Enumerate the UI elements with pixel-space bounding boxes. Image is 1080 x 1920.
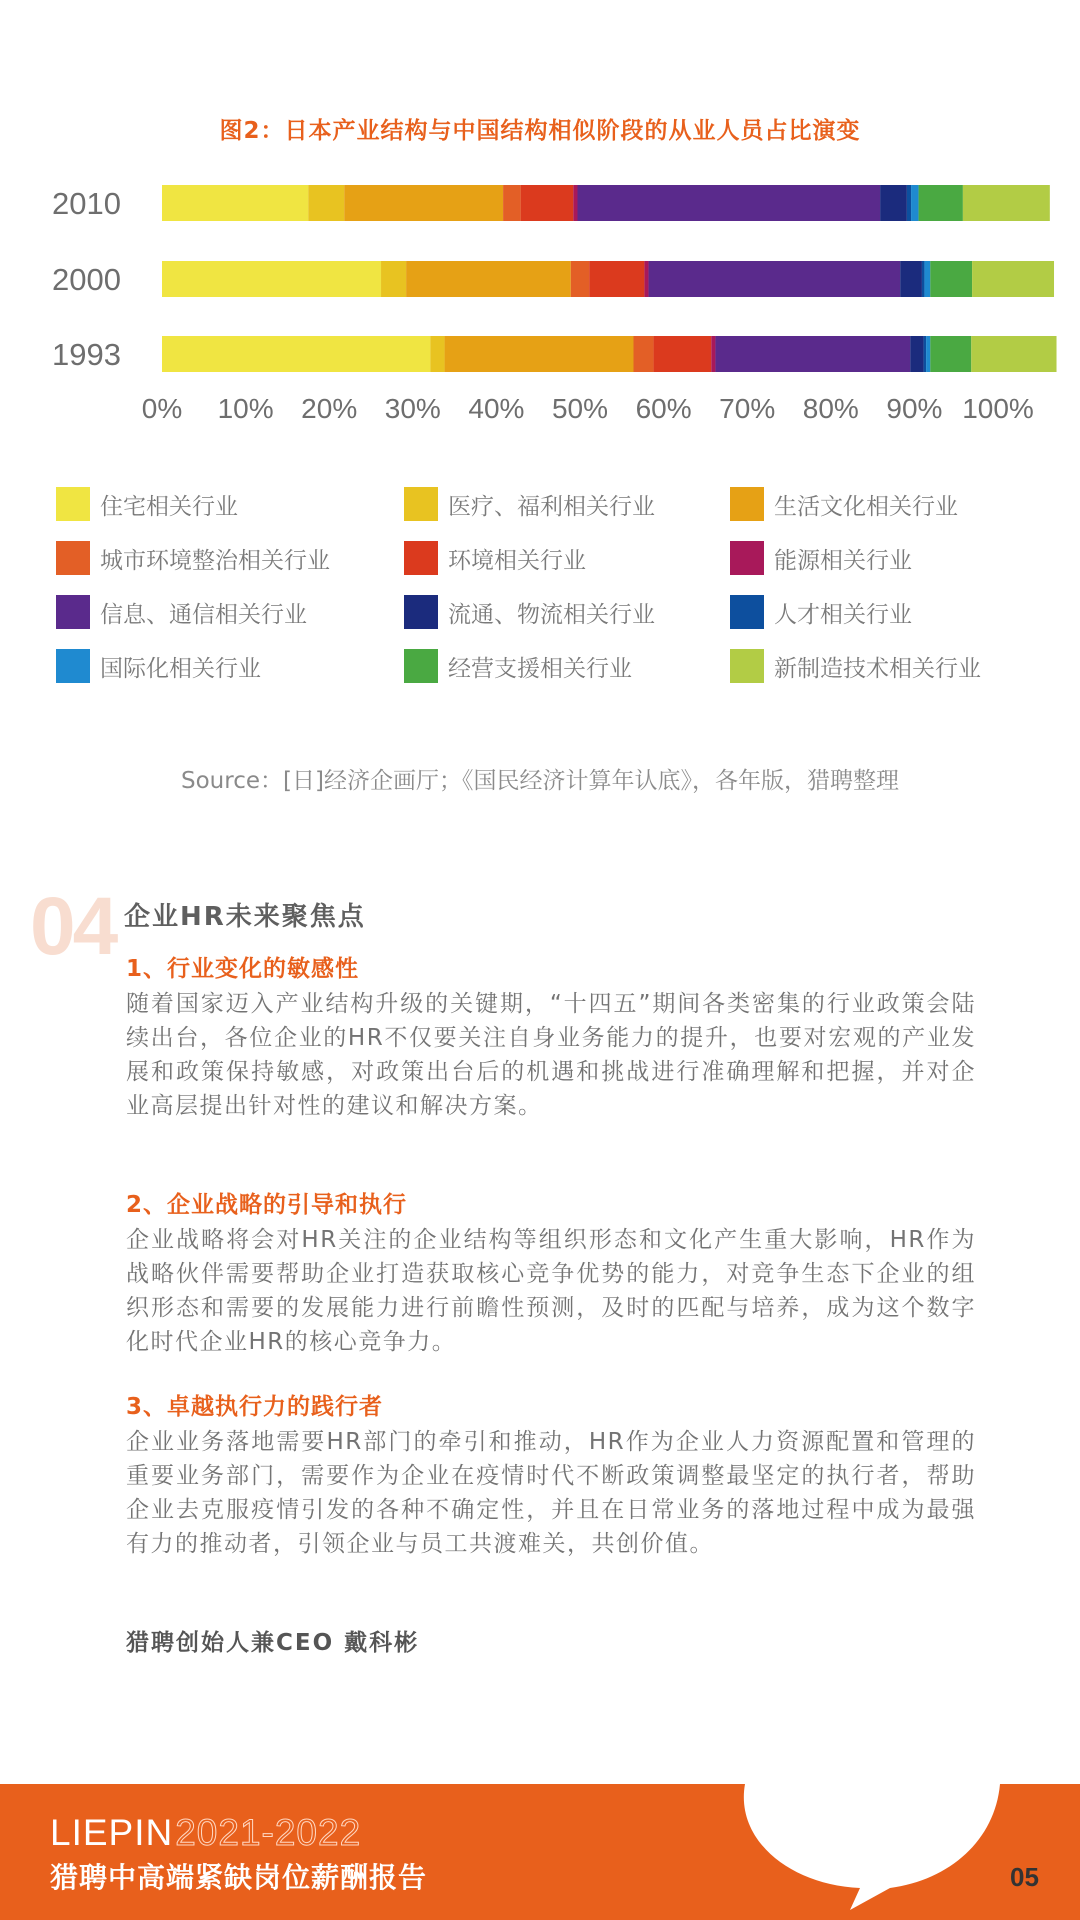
- bar-segment: [521, 185, 574, 221]
- bar-segment: [924, 336, 927, 372]
- page-number: 05: [1010, 1862, 1039, 1892]
- bar-segment: [930, 261, 972, 297]
- x-tick-label: 0%: [141, 393, 183, 424]
- bar-segment: [162, 261, 381, 297]
- legend-label: 新制造技术相关行业: [774, 655, 981, 682]
- legend-swatch: [56, 595, 90, 629]
- legend-item: [56, 486, 404, 522]
- bar-segment: [971, 336, 1056, 372]
- bar-segment: [503, 185, 521, 221]
- legend-label: 医疗、福利相关行业: [448, 493, 655, 520]
- point-body: 企业业务落地需要HR部门的牵引和推动，HR作为企业人力资源配置和管理的重要业务部门，需要作为企业在疫情时代不断政策调整最坚定的执行者，帮助企业去克服疫情引发的各种不确定性，并且在日常业务的落地过程中成为最强有力的推动者，引领企业与员工共渡难关，共创价值。: [126, 1429, 976, 1557]
- y-tick-label: 2010: [52, 186, 121, 221]
- report-title: 猎聘中高端紧缺岗位薪酬报告: [50, 1861, 428, 1894]
- bar-segment: [926, 336, 930, 372]
- x-tick-label: 30%: [384, 393, 441, 424]
- legend-item: [56, 540, 404, 576]
- footer-brand: [50, 1812, 361, 1854]
- bar-segment: [919, 185, 963, 221]
- bar-segment: [573, 185, 577, 221]
- legend-swatch: [404, 649, 438, 683]
- legend-label: 环境相关行业: [448, 547, 586, 574]
- bar-segment: [381, 261, 406, 297]
- point-2: [126, 1186, 976, 1359]
- bar-segment: [910, 336, 923, 372]
- bar-segment: [406, 261, 571, 297]
- bar-segment: [911, 185, 919, 221]
- section-heading: 企业HR未来聚焦点: [124, 902, 366, 932]
- x-tick-label: 100%: [962, 393, 1034, 424]
- legend-item: [56, 648, 404, 684]
- bar-segment: [930, 336, 971, 372]
- bar-segment: [445, 336, 634, 372]
- legend-swatch: [56, 541, 90, 575]
- point-body: 随着国家迈入产业结构升级的关键期，“十四五”期间各类密集的行业政策会陆续出台，各位企业的HR不仅要关注自身业务能力的提升，也要对宏观的产业发展和政策保持敏感，对政策出台后的机遇和挑战进行准确理解和把握，并对企业高层提出针对性的建议和解决方案。: [126, 991, 976, 1119]
- x-tick-label: 50%: [551, 393, 609, 424]
- bar-segment: [308, 185, 344, 221]
- chart-legend: [56, 486, 1056, 684]
- x-tick-label: 70%: [719, 393, 776, 424]
- x-tick-label: 10%: [217, 393, 274, 424]
- source-note: Source：[日]经济企画厅；《国民经济计算年认底》，各年版，猎聘整理: [181, 768, 899, 794]
- section-number: 04: [30, 881, 116, 972]
- legend-label: 国际化相关行业: [100, 655, 261, 682]
- bar-segment: [649, 261, 901, 297]
- legend-swatch: [730, 595, 764, 629]
- point-body: 企业战略将会对HR关注的企业结构等组织形态和文化产生重大影响，HR作为战略伙伴需要帮助企业打造获取核心竞争优势的能力，对竞争生态下企业的组织形态和需要的发展能力进行前瞻性预测，及时的匹配与培养，成为这个数字化时代企业HR的核心竞争力。: [126, 1227, 976, 1355]
- legend-label: 经营支援相关行业: [448, 655, 632, 682]
- bar-segment: [571, 261, 589, 297]
- bar-segment: [900, 261, 922, 297]
- legend-swatch: [404, 487, 438, 521]
- y-tick-label: 2000: [52, 262, 121, 297]
- point-title: 2、企业战略的引导和执行: [126, 1192, 408, 1218]
- bar-segment: [162, 185, 308, 221]
- legend-label: 住宅相关行业: [100, 493, 238, 520]
- x-tick-label: 20%: [301, 393, 358, 424]
- legend-item: [730, 486, 1030, 522]
- legend-label: 生活文化相关行业: [774, 493, 958, 520]
- bar-segment: [924, 261, 930, 297]
- legend-swatch: [730, 487, 764, 521]
- legend-swatch: [56, 649, 90, 683]
- bar-segment: [715, 336, 910, 372]
- legend-label: 城市环境整治相关行业: [100, 547, 330, 574]
- legend-label: 信息、通信相关行业: [100, 601, 307, 628]
- x-tick-label: 80%: [802, 393, 859, 424]
- y-tick-label: 1993: [52, 337, 121, 372]
- legend-swatch: [730, 541, 764, 575]
- stacked-bar-chart: [0, 160, 1080, 430]
- brand-name: LIEPIN: [50, 1812, 174, 1853]
- bar-segment: [577, 185, 880, 221]
- legend-item: [404, 594, 730, 630]
- signature: 猎聘创始人兼CEO 戴科彬: [126, 1630, 420, 1656]
- bar-segment: [922, 261, 925, 297]
- bar-segment: [711, 336, 715, 372]
- legend-swatch: [404, 595, 438, 629]
- legend-item: [404, 540, 730, 576]
- report-years: 2021-2022: [175, 1812, 362, 1853]
- legend-label: 能源相关行业: [774, 547, 912, 574]
- point-title: 1、行业变化的敏感性: [126, 956, 360, 982]
- bar-segment: [589, 261, 644, 297]
- x-tick-label: 40%: [468, 393, 525, 424]
- legend-label: 流通、物流相关行业: [448, 601, 655, 628]
- x-tick-label: 60%: [635, 393, 692, 424]
- legend-swatch: [730, 649, 764, 683]
- legend-item: [404, 648, 730, 684]
- bar-segment: [972, 261, 1054, 297]
- bar-segment: [162, 336, 430, 372]
- legend-swatch: [404, 541, 438, 575]
- point-1: [126, 950, 976, 1123]
- chart-title: 图2：日本产业结构与中国结构相似阶段的从业人员占比演变: [219, 118, 861, 144]
- bar-segment: [880, 185, 907, 221]
- bar-segment: [654, 336, 712, 372]
- x-tick-label: 90%: [886, 393, 943, 424]
- bar-segment: [907, 185, 911, 221]
- bar-segment: [963, 185, 1050, 221]
- bar-segment: [634, 336, 654, 372]
- legend-item: [56, 594, 404, 630]
- legend-item: [404, 486, 730, 522]
- legend-item: [730, 594, 1030, 630]
- legend-label: 人才相关行业: [774, 601, 912, 628]
- legend-item: [730, 540, 1030, 576]
- bar-segment: [344, 185, 503, 221]
- bar-segment: [644, 261, 648, 297]
- bar-segment: [430, 336, 444, 372]
- point-3: [126, 1388, 976, 1561]
- legend-swatch: [56, 487, 90, 521]
- legend-item: [730, 648, 1030, 684]
- point-title: 3、卓越执行力的践行者: [126, 1394, 384, 1420]
